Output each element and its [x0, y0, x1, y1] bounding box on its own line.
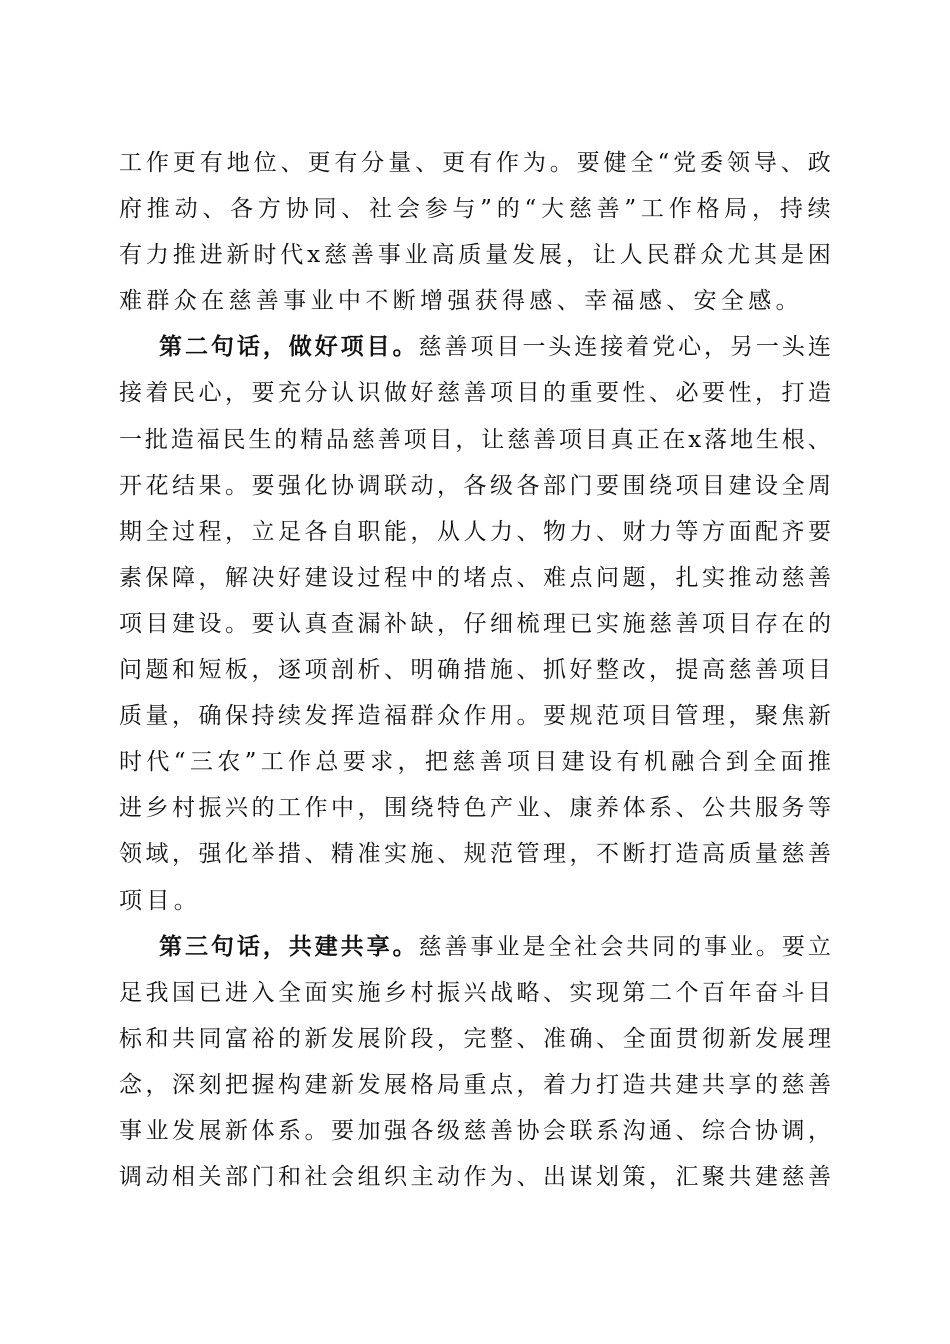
- text-line: 标 和 共 同 富 裕 的 新 发 展 阶 段 ， 完 整 、 准 确 、 全 面 贯 彻 新 发 展 理: [119, 1025, 831, 1052]
- text-line: 开 花 结 果 。 要 强 化 协 调 联 动 ， 各 级 各 部 门 要 围 绕 项 目 建 设 全 周: [119, 472, 831, 499]
- text-line: 事 业 发 展 新 体 系 。 要 加 强 各 级 慈 善 协 会 联 系 沟 通 、 综 合 协 调 ，: [119, 1117, 831, 1144]
- text-line: 项 目 建 设 。 要 认 真 查 漏 补 缺 ， 仔 细 梳 理 已 实 施 慈 善 项 目 存 在 的: [119, 610, 831, 637]
- text-line: 质 量 ， 确 保 持 续 发 挥 造 福 群 众 作 用 。 要 规 范 项 目 管 理 ， 聚 焦 新: [119, 703, 831, 730]
- text-line: 接 着 民 心 ， 要 充 分 认 识 做 好 慈 善 项 目 的 重 要 性 、 必 要 性 ， 打 造: [119, 380, 831, 407]
- text-line: 有 力 推 进 新 时 代 x 慈 善 事 业 高 质 量 发 展 ， 让 人 民 群 众 尤 其 是 困: [119, 242, 831, 269]
- text-line: 时 代 “ 三 农 ” 工 作 总 要 求 ， 把 慈 善 项 目 建 设 有 机 融 合 到 全 面 推: [119, 749, 831, 776]
- text-line: 调 动 相 关 部 门 和 社 会 组 织 主 动 作 为 、 出 谋 划 策 ， 汇 聚 共 建 慈 善: [119, 1164, 831, 1191]
- paragraph-first-line: 第 三 句 话 ， 共 建 共 享 。 慈 善 事 业 是 全 社 会 共 同 的 事 业 。 要 立: [159, 932, 831, 960]
- text-line: 进 乡 村 振 兴 的 工 作 中 ， 围 绕 特 色 产 业 、 康 养 体 系 、 公 共 服 务 等: [119, 795, 831, 822]
- text-line: 难 群 众 在 慈 善 事 业 中 不 断 增 强 获 得 感 、 幸 福 感 、 安 全 感 。: [119, 288, 799, 315]
- text-line: 念 ， 深 刻 把 握 构 建 新 发 展 格 局 重 点 ， 着 力 打 造 共 建 共 享 的 慈 善: [119, 1071, 831, 1098]
- text-line: 素 保 障 ， 解 决 好 建 设 过 程 中 的 堵 点 、 难 点 问 题 ， 扎 实 推 动 慈 善: [119, 564, 831, 591]
- text-line: 领 域 ， 强 化 举 措 、 精 准 实 施 、 规 范 管 理 ， 不 断 打 造 高 质 量 慈 善: [119, 841, 831, 868]
- body-text: [119, 140, 831, 1200]
- paragraph-first-line: 第 二 句 话 ， 做 好 项 目 。 慈 善 项 目 一 头 连 接 着 党 心 ， 另 一 头 连: [159, 333, 831, 361]
- text-line: 工 作 更 有 地 位 、 更 有 分 量 、 更 有 作 为 。 要 健 全 “ 党 委 领 导 、 政: [119, 150, 831, 176]
- text-line: 府 推 动 、 各 方 协 同 、 社 会 参 与 ” 的 “ 大 慈 善 ” 工 作 格 局 ， 持 续: [119, 196, 831, 223]
- text-line: 足 我 国 已 进 入 全 面 实 施 乡 村 振 兴 战 略 、 实 现 第 二 个 百 年 奋 斗 目: [119, 979, 831, 1006]
- text-line: 期 全 过 程 ， 立 足 各 自 职 能 ， 从 人 力 、 物 力 、 财 力 等 方 面 配 齐 要: [119, 518, 831, 545]
- text-line: 项 目 。: [119, 887, 197, 914]
- text-line: 一 批 造 福 民 生 的 精 品 慈 善 项 目 ， 让 慈 善 项 目 真 正 在 x 落 地 生 根 、: [119, 426, 831, 453]
- text-line: 问 题 和 短 板 ， 逐 项 剖 析 、 明 确 措 施 、 抓 好 整 改 ， 提 高 慈 善 项 目: [119, 657, 831, 684]
